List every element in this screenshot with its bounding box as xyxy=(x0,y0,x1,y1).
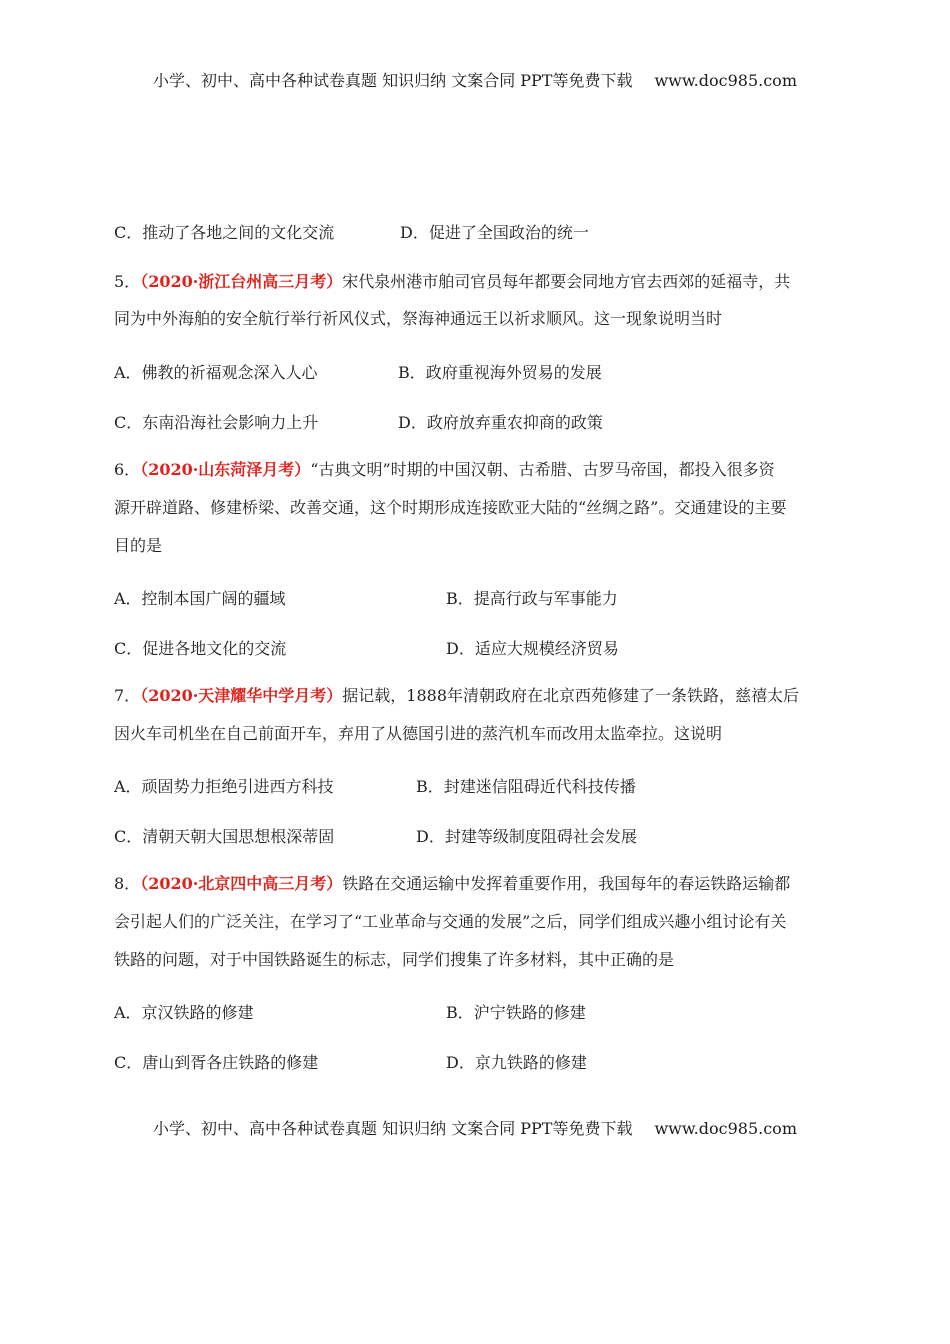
q6-option-a: A．控制本国广阔的疆域 xyxy=(114,589,286,608)
q5-option-a: A．佛教的祈福观念深入人心 xyxy=(114,363,318,382)
footer-url[interactable]: www.doc985.com xyxy=(654,1119,797,1138)
q5-option-c: C．东南沿海社会影响力上升 xyxy=(114,413,319,432)
q7-option-d: D．封建等级制度阻碍社会发展 xyxy=(416,827,637,846)
q6-option-b: B．提高行政与军事能力 xyxy=(446,589,618,608)
q5-line1 xyxy=(114,272,790,292)
page-footer xyxy=(0,1116,950,1139)
q6-line2: 源开辟道路、修建桥梁、改善交通，这个时期形成连接欧亚大陆的“丝绸之路”。交通建设的主要 xyxy=(114,498,787,517)
q6-stem-1: “古典文明”时期的中国汉朝、古希腊、古罗马帝国，都投入很多资 xyxy=(310,460,775,479)
q5-number: 5． xyxy=(114,272,141,291)
q7-line2: 因火车司机坐在自己前面开车，弃用了从德国引进的蒸汽机车而改用太监牵拉。这说明 xyxy=(114,724,723,743)
q4-option-d: D．促进了全国政治的统一 xyxy=(400,223,589,242)
q6-line3: 目的是 xyxy=(114,536,163,555)
q5-source: （2020·浙江台州高三月考） xyxy=(140,272,343,291)
q8-source: （2020·北京四中高三月考） xyxy=(140,874,343,893)
q8-option-c: C．唐山到胥各庄铁路的修建 xyxy=(114,1053,319,1072)
q5-option-d: D．政府放弃重农抑商的政策 xyxy=(398,413,603,432)
q6-source: （2020·山东菏泽月考） xyxy=(140,460,311,479)
q7-number: 7． xyxy=(114,686,141,705)
q7-option-a: A．顽固势力拒绝引进西方科技 xyxy=(114,777,334,796)
q8-stem-1: 铁路在交通运输中发挥着重要作用，我国每年的春运铁路运输都 xyxy=(342,874,791,893)
q6-number: 6． xyxy=(114,460,141,479)
q8-line3: 铁路的问题，对于中国铁路诞生的标志，同学们搜集了许多材料，其中正确的是 xyxy=(114,950,675,969)
q7-source: （2020·天津耀华中学月考） xyxy=(140,686,343,705)
q8-option-a: A．京汉铁路的修建 xyxy=(114,1003,254,1022)
q7-option-c: C．清朝天朝大国思想根深蒂固 xyxy=(114,827,335,846)
q4-option-c-text: C．推动了各地之间的文化交流 xyxy=(114,223,335,242)
q8-option-b: B．沪宁铁路的修建 xyxy=(446,1003,586,1022)
page-header xyxy=(0,68,950,91)
q6-option-d: D．适应大规模经济贸易 xyxy=(446,639,619,658)
q8-line2: 会引起人们的广泛关注，在学习了“工业革命与交通的发展”之后，同学们组成兴趣小组讨论有关 xyxy=(114,912,787,931)
q8-number: 8． xyxy=(114,874,141,893)
q6-option-c: C．促进各地文化的交流 xyxy=(114,639,287,658)
q5-stem-1: 宋代泉州港市舶司官员每年都要会同地方官去西郊的延福寺，共 xyxy=(342,272,791,291)
footer-text: 小学、初中、高中各种试卷真题 知识归纳 文案合同 PPT等免费下载 xyxy=(153,1119,633,1138)
q5-line2: 同为中外海舶的安全航行举行祈风仪式，祭海神通远王以祈求顺风。这一现象说明当时 xyxy=(114,309,723,328)
header-url[interactable]: www.doc985.com xyxy=(654,71,797,90)
q5-option-b: B．政府重视海外贸易的发展 xyxy=(398,363,602,382)
header-text: 小学、初中、高中各种试卷真题 知识归纳 文案合同 PPT等免费下载 xyxy=(153,71,633,90)
q7-option-b: B．封建迷信阻碍近代科技传播 xyxy=(416,777,636,796)
q8-line1 xyxy=(114,874,790,894)
q7-stem-1: 据记载，1888年清朝政府在北京西苑修建了一条铁路，慈禧太后 xyxy=(342,686,800,705)
q6-line1 xyxy=(114,460,775,480)
q7-line1 xyxy=(114,686,799,706)
q8-option-d: D．京九铁路的修建 xyxy=(446,1053,587,1072)
